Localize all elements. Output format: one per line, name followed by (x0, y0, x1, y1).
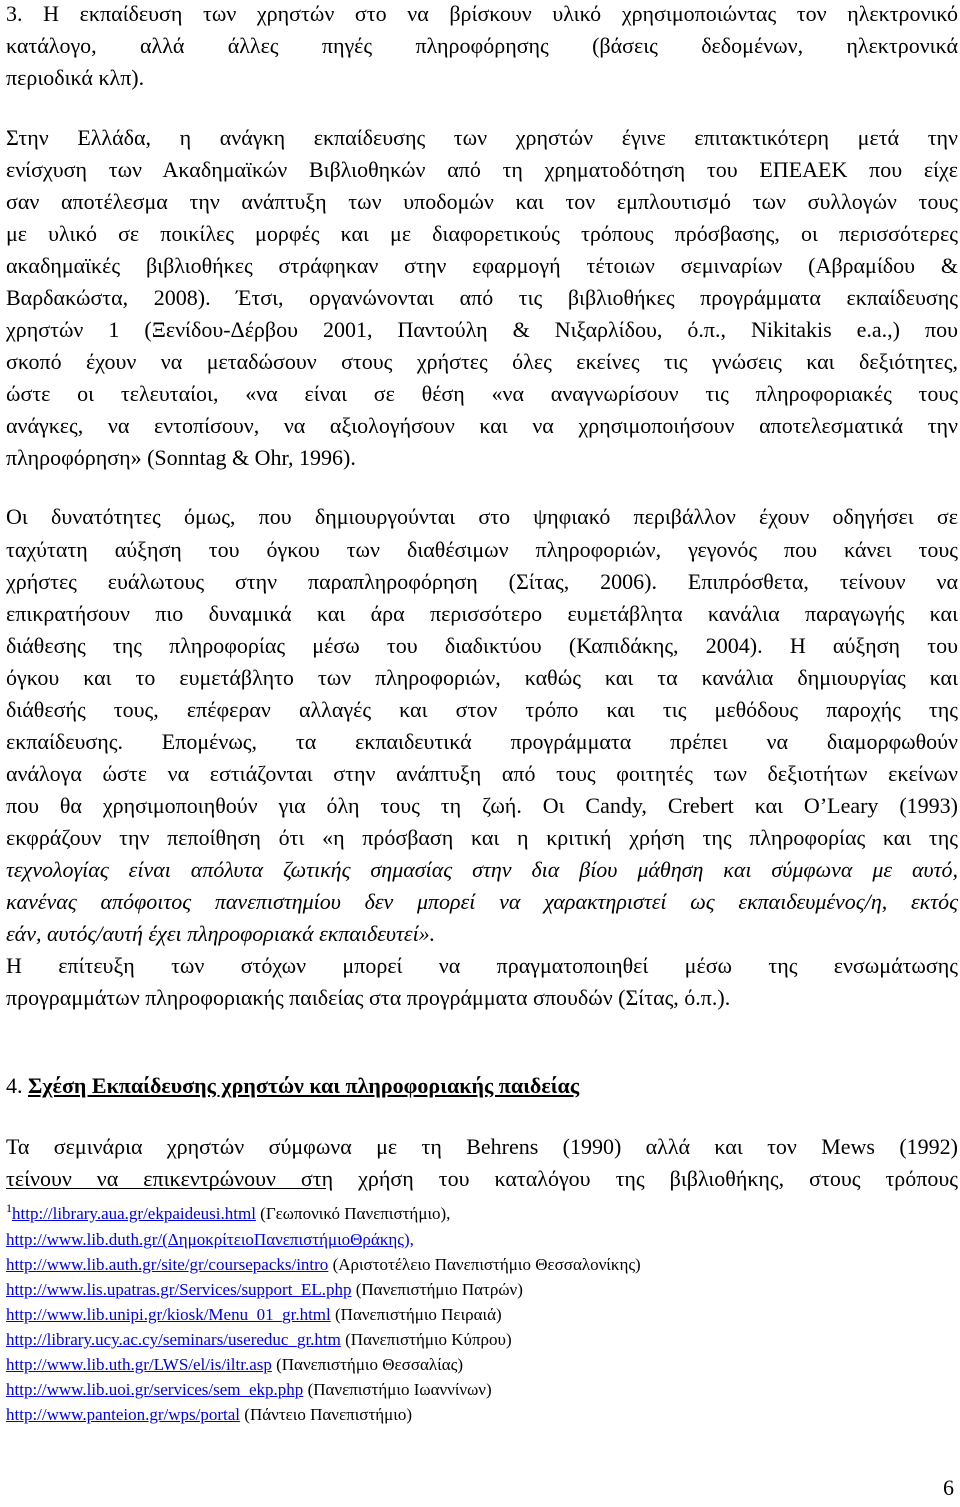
text-line: προγραμμάτων πληροφοριακής παιδείας στα προγράμματα σπουδών (Σίτας, ό.π.). (6, 985, 731, 1010)
text-line: Η επίτευξη των στόχων μπορεί να πραγματοποιηθεί μέσω της ενσωμάτωσης (6, 953, 958, 978)
footnote-entry (6, 1201, 451, 1225)
text-line: τείνουν να επικεντρώνουν στη χρήση του καταλόγου της βιβλιοθήκης, στους τρόπους (6, 1166, 958, 1191)
footnote-entry (6, 1380, 492, 1400)
quote-line: εάν, αυτός/αυτή έχει πληροφοριακά εκπαιδευτεί». (6, 921, 436, 946)
text-line: με υλικό σε ποικίλες μορφές και με διαφορετικούς τρόπους πρόσβασης, οι περισσότερες (6, 221, 958, 246)
section-number: 4. (6, 1073, 23, 1098)
text-line: ενίσχυση των Ακαδημαϊκών Βιβλιοθηκών από τη χρηματοδότηση του ΕΠΕΑΕΚ που είχε (6, 157, 958, 182)
footnote-entry (6, 1280, 523, 1300)
footnote-link[interactable]: http://www.lib.unipi.gr/kiosk/Menu_01_gr.html (6, 1305, 331, 1324)
footnote-marker: 1 (6, 1201, 12, 1215)
footnote-separator (6, 1188, 326, 1189)
text-line: Στην Ελλάδα, η ανάγκη εκπαίδευσης των χρηστών έγινε επιτακτικότερη μετά την (6, 125, 958, 150)
footnote-link[interactable]: http://www.lis.upatras.gr/Services/support_EL.php (6, 1280, 352, 1299)
text-line: ώστε οι τελευταίοι, «να είναι σε θέση «να αναγνωρίσουν τις πληροφοριακές τους (6, 381, 958, 406)
text-line: πληροφόρηση» (Sonntag & Ohr, 1996). (6, 445, 356, 470)
text-line: επικρατήσουν πιο δυναμικά και άρα περισσότερο ευμετάβλητα κανάλια παραγωγής και (6, 601, 958, 626)
footnote-note: (Πανεπιστήμιο Ιωαννίνων) (303, 1380, 492, 1399)
footnote-entry (6, 1330, 512, 1350)
text-line: 3. Η εκπαίδευση των χρηστών στο να βρίσκουν υλικό χρησιμοποιώντας τον ηλεκτρονικό (6, 1, 958, 26)
quote-line: εκφράζουν την πεποίθηση ότι «η πρόσβαση και η κριτική χρήση της πληροφορίας και της (6, 825, 958, 850)
footnote-note: (Πάντειο Πανεπιστήμιο) (240, 1405, 413, 1424)
text-line: σκοπό έχουν να μεταδώσουν στους χρήστες όλες εκείνες τις γνώσεις και δεξιότητες, (6, 349, 958, 374)
text-line-with-footnote-ref: χρηστών 1 (Ξενίδου-Δέρβου 2001, Παντούλη & Νιξαρλίδου, ό.π., Nikitakis e.a.,) που (6, 317, 958, 342)
text-line: που θα χρησιμοποιηθούν για όλη τους τη ζωή. Οι Candy, Crebert και O’Leary (1993) (6, 793, 958, 818)
text-line: περιοδικά κλπ). (6, 65, 145, 90)
footnote-link[interactable]: http://library.aua.gr/ekpaideusi.html (12, 1204, 256, 1223)
section-heading (6, 1072, 958, 1099)
section-title: Σχέση Εκπαίδευσης χρηστών και πληροφοριακής παιδείας (28, 1073, 580, 1098)
footnote-note: (Πανεπιστήμιο Πειραιά) (330, 1305, 502, 1324)
quote-line: κανένας απόφοιτος πανεπιστημίου δεν μπορεί να χαρακτηριστεί ως εκπαιδευμένος/η, εκτός (6, 889, 958, 914)
text-line: ανάλογα ώστε να εστιάζονται στην ανάπτυξη από τους φοιτητές των δεξιοτήτων εκείνων (6, 761, 958, 786)
footnote-entry (6, 1255, 641, 1275)
footnote-link[interactable]: http://www.lib.auth.gr/site/gr/coursepacks/intro (6, 1255, 329, 1274)
text-line: Τα σεμινάρια χρηστών σύμφωνα με τη Behrens (1990) αλλά και τον Mews (1992) (6, 1134, 958, 1159)
footnote-note: (Γεωπονικό Πανεπιστήμιο), (255, 1204, 451, 1223)
text-line: εκπαίδευσης. Επομένως, τα εκπαιδευτικά προγράμματα πρέπει να διαμορφωθούν (6, 729, 958, 754)
text-line: ανάγκες, να εντοπίσουν, να αξιολογήσουν και να χρησιμοποιήσουν αποτελεσματικά την (6, 413, 958, 438)
footnote-note: (Πανεπιστήμιο Θεσσαλίας) (271, 1355, 464, 1374)
text-line: Βαρδακώστα, 2008). Έτσι, οργανώνονται από τις βιβλιοθήκες προγράμματα εκπαίδευσης (6, 285, 958, 310)
footnote-entry (6, 1305, 502, 1325)
text-line: όγκου και το ευμετάβλητο των πληροφοριών, καθώς και τα κανάλια δημιουργίας και (6, 665, 958, 690)
footnote-entry (6, 1355, 463, 1375)
footnote-entry (6, 1405, 412, 1425)
text-line: ταχύτατη αύξηση του όγκου των διαθέσιμων πληροφοριών, γεγονός που κάνει τους (6, 537, 958, 562)
footnote-link[interactable]: http://www.lib.uth.gr/LWS/el/is/iltr.asp (6, 1355, 272, 1374)
text-line: διάθεσής τους, επέφεραν αλλαγές και στον τρόπο και τις μεθόδους παροχής της (6, 697, 958, 722)
text-line: σαν αποτέλεσμα την ανάπτυξη των υποδομών και τον εμπλουτισμό των συλλογών τους (6, 189, 958, 214)
text-line: κατάλογο, αλλά άλλες πηγές πληροφόρησης (βάσεις δεδομένων, ηλεκτρονικά (6, 33, 958, 58)
page-number: 6 (943, 1475, 954, 1500)
footnote-note: (Πανεπιστήμιο Κύπρου) (340, 1330, 512, 1349)
text-line: διάθεσης της πληροφορίας μέσω του διαδικτύου (Καπιδάκης, 2004). Η αύξηση του (6, 633, 958, 658)
quote-line: τεχνολογίας είναι απόλυτα ζωτικής σημασίας στην δια βίου μάθηση και σύμφωνα με αυτό, (6, 857, 958, 882)
footnote-link[interactable]: http://www.lib.duth.gr/(ΔημοκρίτειοΠανεπιστήμιοΘράκης), (6, 1230, 414, 1249)
footnote-entry (6, 1230, 414, 1250)
text-line: Οι δυνατότητες όμως, που δημιουργούνται στο ψηφιακό περιβάλλον έχουν οδηγήσει σε (6, 504, 958, 529)
footnote-note: (Πανεπιστήμιο Πατρών) (351, 1280, 523, 1299)
footnote-link[interactable]: http://www.panteion.gr/wps/portal (6, 1405, 241, 1424)
text-line: ακαδημαϊκές βιβλιοθήκες στράφηκαν στην εφαρμογή τέτοιων σεμιναρίων (Αβραμίδου & (6, 253, 958, 278)
footnote-link[interactable]: http://www.lib.uoi.gr/services/sem_ekp.php (6, 1380, 304, 1399)
text-line: χρήστες ευάλωτους στην παραπληροφόρηση (Σίτας, 2006). Επιπρόσθετα, τείνουν να (6, 569, 958, 594)
footnote-note: (Αριστοτέλειο Πανεπιστήμιο Θεσσαλονίκης) (328, 1255, 641, 1274)
footnote-link[interactable]: http://library.ucy.ac.cy/seminars/usereduc_gr.htm (6, 1330, 341, 1349)
